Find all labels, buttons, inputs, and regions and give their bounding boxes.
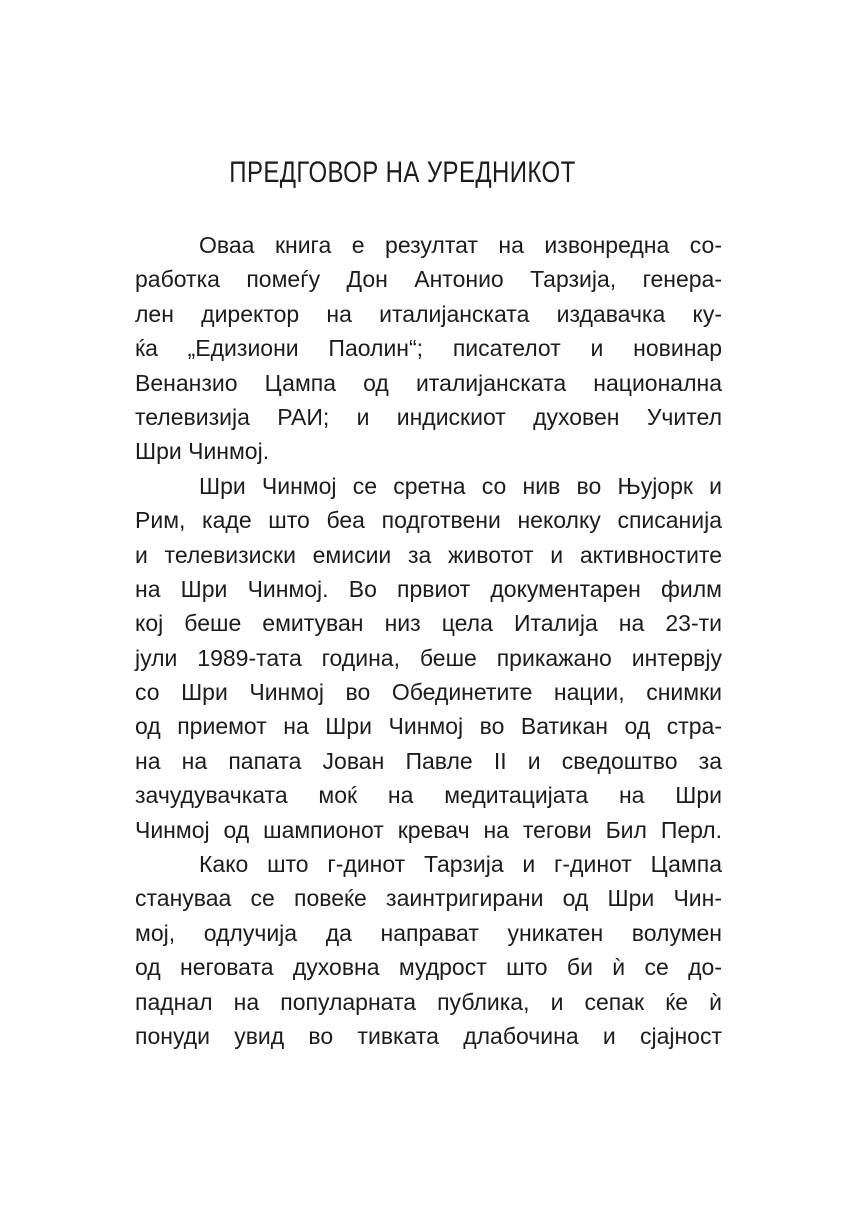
text-line: Како што г-динот Тарзија и г-динот Цампа (199, 851, 722, 878)
body-text (135, 228, 722, 1053)
text-line: јули 1989-тата година, беше прикажано интервју (135, 644, 722, 671)
chapter-title: ПРЕДГОВОР НА УРЕДНИКОТ (229, 156, 576, 189)
text-line: понуди увид во тивката длабочина и сјајност (135, 1022, 722, 1049)
text-line: телевизија РАИ; и индискиот духовен Учител (135, 403, 722, 430)
text-line: Оваа книга е резултат на извонредна со- (199, 232, 722, 258)
text-line: и телевизиски емисии за животот и активностите (135, 541, 722, 568)
text-line: стануваа се повеќе заинтригирани од Шри Чин- (135, 885, 722, 912)
text-line: паднал на популарната публика, и сепак ќе ѝ (135, 988, 722, 1015)
text-line: на Шри Чинмој. Во првиот документарен филм (135, 575, 722, 602)
text-line: од неговата духовна мудрост што би ѝ се до- (135, 954, 722, 981)
text-line: Чинмој од шампионот кревач на тегови Бил Перл. (135, 816, 722, 843)
text-line: Шри Чинмој. (135, 438, 270, 465)
text-line: ќа „Едизиони Паолин“; писателот и новинар (135, 335, 722, 362)
text-line: Венанзио Цампа од италијанската национална (135, 369, 722, 396)
text-line: кој беше емитуван низ цела Италија на 23-ти (135, 610, 722, 637)
text-line: од приемот на Шри Чинмој во Ватикан од стра- (135, 713, 722, 740)
text-line: зачудувачката моќ на медитацијата на Шри (135, 782, 722, 809)
text-line: Рим, каде што беа подготвени неколку списанија (135, 507, 722, 534)
text-line: Шри Чинмој се сретна со нив во Њујорк и (199, 472, 722, 499)
text-line: работка помеѓу Дон Антонио Тарзија, генера- (135, 266, 722, 293)
text-line: лен директор на италијанската издавачка ку- (135, 300, 722, 327)
text-line: на на папата Јован Павле II и сведоштво за (135, 747, 722, 774)
chapter-title-row (135, 157, 722, 189)
text-line: со Шри Чинмој во Обединетите нации, снимки (135, 679, 722, 706)
text-line: мој, одлучија да направат уникатен волумен (135, 919, 722, 946)
